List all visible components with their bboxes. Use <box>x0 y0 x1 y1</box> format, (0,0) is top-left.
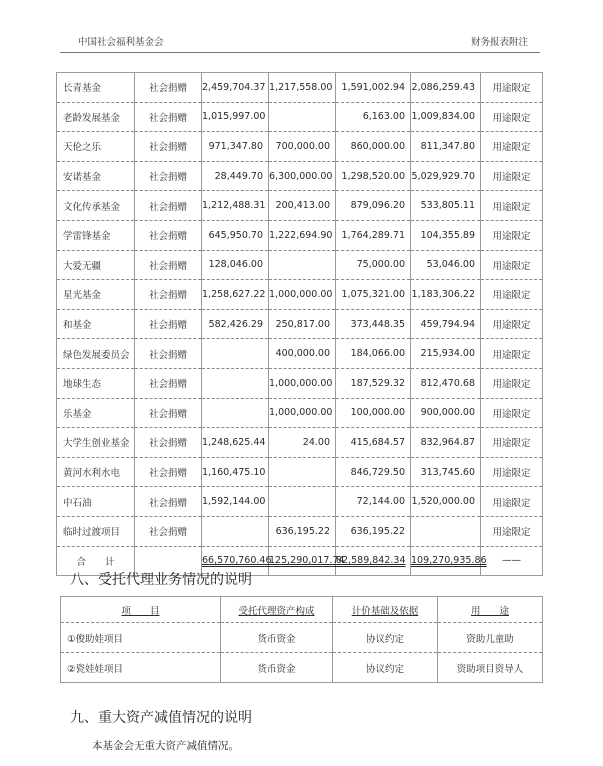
table-cell <box>269 457 336 487</box>
table-cell: 636,195.22 <box>336 516 411 546</box>
table-cell: 879,096.20 <box>336 191 411 221</box>
table-cell: 社会捐赠 <box>135 132 202 162</box>
table-cell: 地球生态 <box>57 368 135 398</box>
table-cell: 900,000.00 <box>411 398 481 428</box>
table-cell: 200,413.00 <box>269 191 336 221</box>
table-row <box>57 280 543 310</box>
table-cell: 社会捐赠 <box>135 280 202 310</box>
table-cell: 大爱无疆 <box>57 250 135 280</box>
table-row <box>57 516 543 546</box>
table-cell <box>202 516 269 546</box>
table-cell: 社会捐赠 <box>135 516 202 546</box>
section-9-body: 本基金会无重大资产减值情况。 <box>92 740 239 752</box>
table-cell: 用 途 <box>438 597 543 623</box>
table-cell: 用途限定 <box>481 457 543 487</box>
table-cell <box>269 102 336 132</box>
table-cell: 老龄发展基金 <box>57 102 135 132</box>
table-cell: 415,684.57 <box>336 428 411 458</box>
table-cell: 6,163.00 <box>336 102 411 132</box>
table-cell: 1,000,000.00 <box>269 368 336 398</box>
table-cell: 社会捐赠 <box>135 102 202 132</box>
table-cell <box>202 368 269 398</box>
table-cell: 用途限定 <box>481 73 543 103</box>
table-row <box>57 191 543 221</box>
table-cell: 75,000.00 <box>336 250 411 280</box>
table-row <box>57 102 543 132</box>
table-cell <box>202 398 269 428</box>
table-cell: 用途限定 <box>481 161 543 191</box>
table-cell: 812,470.68 <box>411 368 481 398</box>
table-cell: 636,195.22 <box>269 516 336 546</box>
table-cell: 700,000.00 <box>269 132 336 162</box>
table-cell: 82,589,842.34 <box>336 546 411 576</box>
table-cell: 社会捐赠 <box>135 161 202 191</box>
header-rule <box>60 52 540 53</box>
table-cell: 66,570,760.46 <box>202 546 269 576</box>
table-cell: 72,144.00 <box>336 487 411 517</box>
table-cell: 187,529.32 <box>336 368 411 398</box>
table-cell: 资助儿童助 <box>438 623 543 653</box>
table-header-row <box>61 597 543 623</box>
table-cell: 用途限定 <box>481 516 543 546</box>
table-cell: 星光基金 <box>57 280 135 310</box>
table-row <box>57 398 543 428</box>
table-cell: 860,000.00 <box>336 132 411 162</box>
table-cell: 100,000.00 <box>336 398 411 428</box>
table-cell: 用途限定 <box>481 191 543 221</box>
table-cell: 811,347.80 <box>411 132 481 162</box>
table-cell: 1,212,488.31 <box>202 191 269 221</box>
table-cell: 459,794.94 <box>411 309 481 339</box>
table-cell: 400,000.00 <box>269 339 336 369</box>
table-row <box>57 309 543 339</box>
table-cell: 1,258,627.22 <box>202 280 269 310</box>
table-cell: 184,066.00 <box>336 339 411 369</box>
table-cell: 和基金 <box>57 309 135 339</box>
table-row <box>57 487 543 517</box>
table-row <box>57 250 543 280</box>
section-9-title: 九、重大资产减值情况的说明 <box>70 710 252 726</box>
table-cell: 用途限定 <box>481 220 543 250</box>
table-cell: 用途限定 <box>481 368 543 398</box>
table-cell <box>411 516 481 546</box>
table-cell: 125,290,017.74 <box>269 546 336 576</box>
table-cell: 373,448.35 <box>336 309 411 339</box>
table-cell: 128,046.00 <box>202 250 269 280</box>
agency-table <box>60 596 543 683</box>
table-cell: 社会捐赠 <box>135 339 202 369</box>
table-cell: 2,459,704.37 <box>202 73 269 103</box>
table-row <box>57 132 543 162</box>
table-cell: 109,270,935.86 <box>411 546 481 576</box>
table-cell: 846,729.50 <box>336 457 411 487</box>
table-cell: 1,183,306.22 <box>411 280 481 310</box>
table-cell: 天伦之乐 <box>57 132 135 162</box>
table-cell: 832,964.87 <box>411 428 481 458</box>
table-cell: 1,248,625.44 <box>202 428 269 458</box>
table-cell: 1,160,475.10 <box>202 457 269 487</box>
table-cell: 中石油 <box>57 487 135 517</box>
table-cell: —— <box>481 546 543 576</box>
table-cell: 53,046.00 <box>411 250 481 280</box>
table-cell: 645,950.70 <box>202 220 269 250</box>
table-cell: 社会捐赠 <box>135 487 202 517</box>
table-cell: 合 计 <box>57 546 135 576</box>
table-cell: 971,347.80 <box>202 132 269 162</box>
table-row <box>57 161 543 191</box>
table-cell: 用途限定 <box>481 132 543 162</box>
table-cell: 项 目 <box>61 597 221 623</box>
table-cell: 用途限定 <box>481 309 543 339</box>
table-cell: 24.00 <box>269 428 336 458</box>
table-cell: 货币资金 <box>221 653 333 683</box>
table-cell: 215,934.00 <box>411 339 481 369</box>
table-cell: 绿色发展委员会 <box>57 339 135 369</box>
table-row <box>57 368 543 398</box>
table-cell: 社会捐赠 <box>135 428 202 458</box>
table-cell: 28,449.70 <box>202 161 269 191</box>
table-cell: 用途限定 <box>481 102 543 132</box>
table-cell: 1,764,289.71 <box>336 220 411 250</box>
table-cell: 社会捐赠 <box>135 191 202 221</box>
section-8-title: 八、受托代理业务情况的说明 <box>70 572 252 588</box>
table-cell: 1,000,000.00 <box>269 398 336 428</box>
table-cell: 计价基础及依据 <box>333 597 438 623</box>
table-cell: 1,520,000.00 <box>411 487 481 517</box>
table-cell: 1,222,694.90 <box>269 220 336 250</box>
table-row <box>57 457 543 487</box>
table-cell: 1,298,520.00 <box>336 161 411 191</box>
table-cell: 长青基金 <box>57 73 135 103</box>
table-cell: 临时过渡项目 <box>57 516 135 546</box>
table-cell: 学雷锋基金 <box>57 220 135 250</box>
table-cell: 货币资金 <box>221 623 333 653</box>
table-cell: 用途限定 <box>481 428 543 458</box>
table-cell: 582,426.29 <box>202 309 269 339</box>
header-org-name: 中国社会福利基金会 <box>78 37 164 48</box>
table-cell: 安诺基金 <box>57 161 135 191</box>
table-cell: ①俊助娃项目 <box>61 623 221 653</box>
page-header <box>78 34 528 50</box>
table-row <box>57 339 543 369</box>
table-cell: 250,817.00 <box>269 309 336 339</box>
table-cell: 5,029,929.70 <box>411 161 481 191</box>
table-row <box>61 653 543 683</box>
table-row <box>61 623 543 653</box>
table-row <box>57 220 543 250</box>
table-cell: 6,300,000.00 <box>269 161 336 191</box>
table-cell: 313,745.60 <box>411 457 481 487</box>
table-cell: 黄河水利水电 <box>57 457 135 487</box>
table-cell: 1,217,558.00 <box>269 73 336 103</box>
table-cell: 用途限定 <box>481 398 543 428</box>
table-cell: 用途限定 <box>481 250 543 280</box>
table-cell: 1,592,144.00 <box>202 487 269 517</box>
table-cell: ②瓷娃娃项目 <box>61 653 221 683</box>
table-row <box>57 428 543 458</box>
table-cell: 协议约定 <box>333 653 438 683</box>
table-row <box>57 73 543 103</box>
table-cell: 协议约定 <box>333 623 438 653</box>
table-cell: 1,009,834.00 <box>411 102 481 132</box>
table-cell: 社会捐赠 <box>135 220 202 250</box>
table-cell: 1,015,997.00 <box>202 102 269 132</box>
table-cell: 用途限定 <box>481 487 543 517</box>
table-cell: 1,591,002.94 <box>336 73 411 103</box>
table-cell: 社会捐赠 <box>135 398 202 428</box>
table-cell: 533,805.11 <box>411 191 481 221</box>
table-cell: 104,355.89 <box>411 220 481 250</box>
table-cell: 受托代理资产构成 <box>221 597 333 623</box>
table-cell: 资助项目资导人 <box>438 653 543 683</box>
header-doc-title: 财务报表附注 <box>470 37 528 48</box>
table-cell: 用途限定 <box>481 339 543 369</box>
fund-table <box>56 72 543 576</box>
table-cell: 大学生创业基金 <box>57 428 135 458</box>
table-cell <box>269 250 336 280</box>
table-cell: 社会捐赠 <box>135 457 202 487</box>
table-cell: 1,075,321.00 <box>336 280 411 310</box>
table-cell: 社会捐赠 <box>135 309 202 339</box>
table-cell: 社会捐赠 <box>135 368 202 398</box>
table-cell <box>269 487 336 517</box>
table-cell: 社会捐赠 <box>135 73 202 103</box>
table-cell: 文化传承基金 <box>57 191 135 221</box>
table-cell: 社会捐赠 <box>135 250 202 280</box>
table-cell: 用途限定 <box>481 280 543 310</box>
table-cell: 乐基金 <box>57 398 135 428</box>
table-cell <box>202 339 269 369</box>
table-cell: 2,086,259.43 <box>411 73 481 103</box>
table-cell: 1,000,000.00 <box>269 280 336 310</box>
